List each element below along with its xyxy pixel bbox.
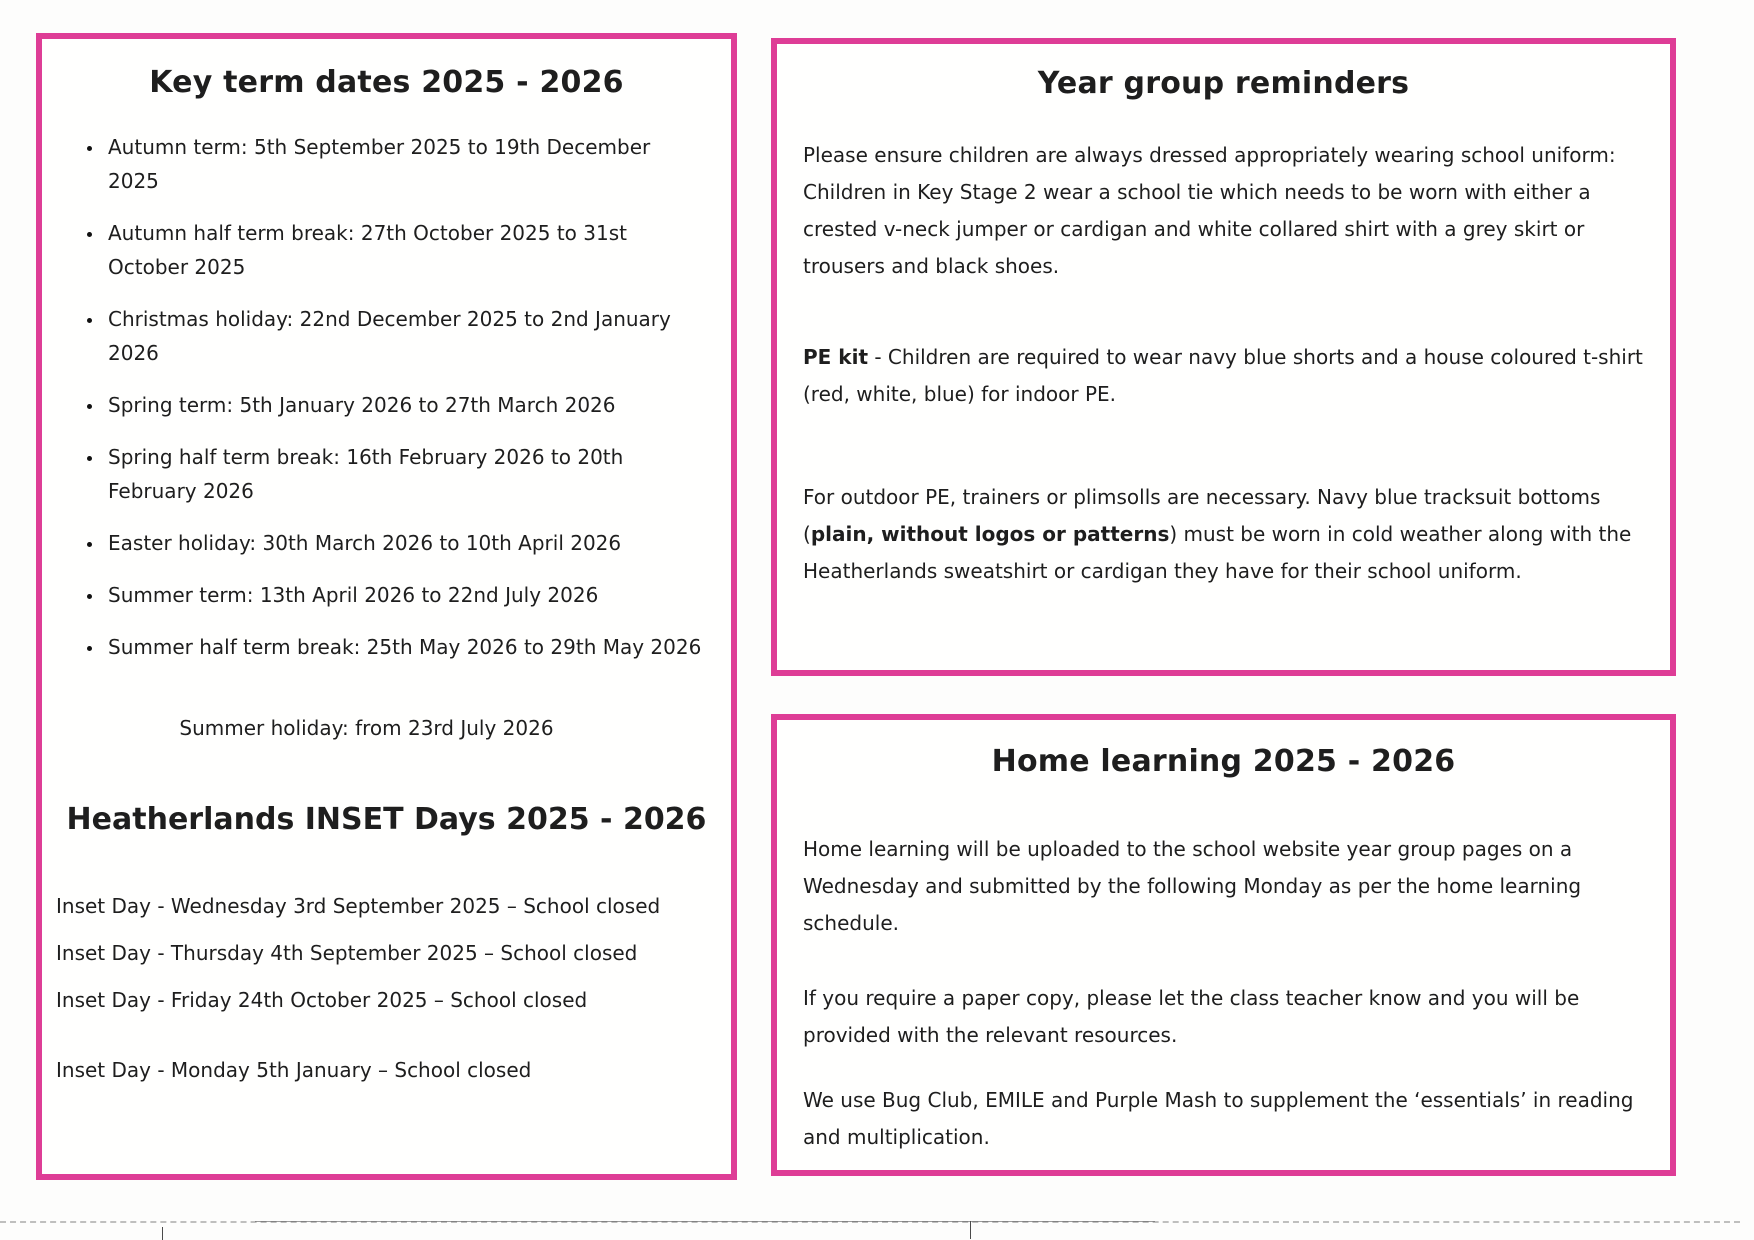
pe-kit-text: - Children are required to wear navy blue shorts and a house coloured t-shirt (red, white, blue) for indoor PE.	[803, 345, 1643, 406]
inset-day-item: Inset Day - Friday 24th October 2025 – School closed	[56, 988, 588, 1012]
term-date-item: • Summer term: 13th April 2026 to 22nd July 2026	[104, 578, 705, 612]
paper-copy-paragraph: If you require a paper copy, please let the class teacher know and you will be provided with the relevant resources.	[803, 986, 1580, 1047]
term-date-item: • Autumn term: 5th September 2025 to 19th December 2025	[104, 130, 705, 198]
key-term-dates-content	[42, 39, 731, 1116]
outdoor-pe-text-end: ) must be worn in cold weather along with the Heatherlands sweatshirt or cardigan they have for their school uniform.	[803, 522, 1632, 583]
year-group-reminders-title: Year group reminders	[1037, 66, 1410, 101]
pe-kit-paragraph	[803, 339, 1644, 413]
pe-kit-label: PE kit	[803, 345, 868, 369]
inset-day-item: Inset Day - Wednesday 3rd September 2025 – School closed	[56, 894, 661, 918]
term-date-item: • Summer half term break: 25th May 2026 to 29th May 2026	[104, 630, 705, 664]
scan-artifact-tick	[970, 1221, 971, 1239]
term-date-item: • Christmas holiday: 22nd December 2025 to 2nd January 2026	[104, 302, 705, 370]
scan-artifact-tick	[162, 1227, 163, 1240]
outdoor-pe-bold-text: plain, without logos or patterns	[810, 522, 1170, 546]
term-dates-list	[62, 130, 711, 664]
outdoor-pe-text-start: For outdoor PE, trainers or plimsolls are necessary. Navy blue tracksuit bottoms (	[803, 485, 1601, 546]
uniform-paragraph: Please ensure children are always dressed appropriately wearing school uniform: Children in Key Stage 2 wear a school tie which needs to be worn with either a crested v-neck jumper or cardigan and white collared shirt with a grey skirt or trousers and black shoes.	[803, 143, 1616, 278]
scan-artifact-solid-line	[255, 1221, 1155, 1222]
term-date-item: • Easter holiday: 30th March 2026 to 10th April 2026	[104, 526, 705, 560]
key-term-dates-panel	[36, 33, 737, 1180]
term-date-item: • Spring term: 5th January 2026 to 27th March 2026	[104, 388, 705, 422]
year-group-reminders-panel	[771, 38, 1676, 676]
inset-days-list	[56, 895, 711, 1081]
term-date-item: • Autumn half term break: 27th October 2025 to 31st October 2025	[104, 216, 705, 284]
inset-days-title: Heatherlands INSET Days 2025 - 2026	[66, 802, 707, 837]
inset-day-item: Inset Day - Monday 5th January – School closed	[56, 1058, 532, 1082]
home-learning-content	[777, 720, 1670, 1166]
home-learning-title: Home learning 2025 - 2026	[991, 744, 1456, 779]
apps-paragraph: We use Bug Club, EMILE and Purple Mash to supplement the ‘essentials’ in reading and multiplication.	[803, 1088, 1634, 1149]
summer-holiday-note: Summer holiday: from 23rd July 2026	[179, 716, 554, 740]
term-date-item: • Spring half term break: 16th February 2026 to 20th February 2026	[104, 440, 705, 508]
year-group-reminders-content	[777, 44, 1670, 600]
key-term-dates-title: Key term dates 2025 - 2026	[149, 65, 624, 100]
home-learning-panel	[771, 714, 1676, 1176]
upload-paragraph: Home learning will be uploaded to the school website year group pages on a Wednesday and submitted by the following Monday as per the home learning schedule.	[803, 837, 1582, 935]
outdoor-pe-paragraph	[803, 479, 1644, 590]
inset-day-item: Inset Day - Thursday 4th September 2025 – School closed	[56, 941, 638, 965]
